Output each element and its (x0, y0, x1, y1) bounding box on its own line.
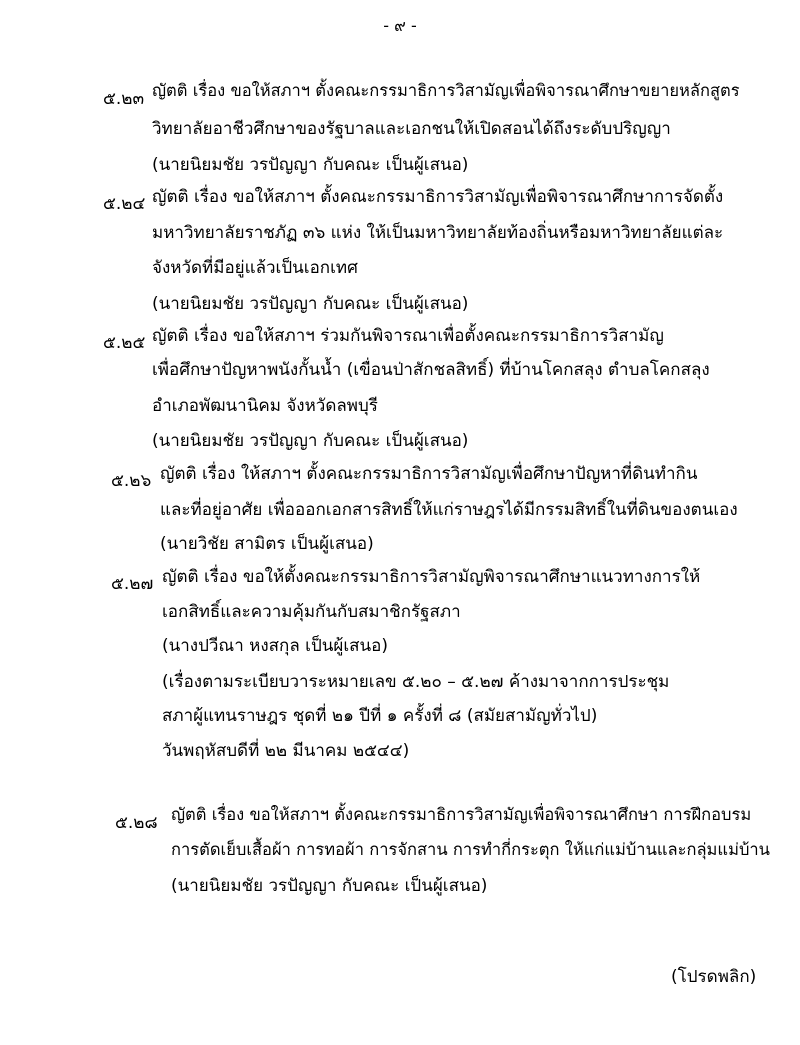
item-number: ๕.๒๗ (111, 574, 154, 594)
item-title-line: ญัตติ เรื่อง ขอให้สภาฯ ตั้งคณะกรรมาธิการวิสามัญเพื่อพิจารณาศึกษาการจัดตั้ง (152, 187, 724, 207)
item-number: ๕.๒๓ (103, 89, 145, 109)
item-proposer: (นายนิยมชัย วรปัญญา กับคณะ เป็นผู้เสนอ) (152, 294, 469, 314)
item-title-line: เอกสิทธิ์และความคุ้มกันกับสมาชิกรัฐสภา (162, 602, 461, 622)
item-title-line: ญัตติ เรื่อง ขอให้สภาฯ ตั้งคณะกรรมาธิการวิสามัญเพื่อพิจารณาศึกษาขยายหลักสูตร (152, 81, 740, 100)
turn-page-note: (โปรดพลิก) (671, 967, 757, 987)
item-title-line: การตัดเย็บเสื้อผ้า การทอผ้า การจักสาน การทำกี่กระตุก ให้แก่แม่บ้านและกลุ่มแม่บ้าน (171, 840, 770, 859)
item-number: ๕.๒๕ (103, 333, 146, 353)
page-number: - ๙ - (383, 16, 417, 35)
item-proposer: (นายนิยมชัย วรปัญญา กับคณะ เป็นผู้เสนอ) (171, 876, 488, 896)
item-proposer: (นายวิชัย สามิตร เป็นผู้เสนอ) (160, 534, 374, 554)
item-title-line: เพื่อศึกษาปัญหาพนังกั้นน้ำ (เขื่อนป่าสักชลสิทธิ์) ที่บ้านโคกสลุง ตำบลโคกสลุง (152, 360, 710, 380)
item-title-line: มหาวิทยาลัยราชภัฏ ๓๖ แห่ง ให้เป็นมหาวิทยาลัยท้องถิ่นหรือมหาวิทยาลัยแต่ละ (152, 223, 724, 243)
item-note-line: สภาผู้แทนราษฎร ชุดที่ ๒๑ ปีที่ ๑ ครั้งที่ ๘ (สมัยสามัญทั่วไป) (162, 706, 598, 726)
item-title-line: ญัตติ เรื่อง ขอให้ตั้งคณะกรรมาธิการวิสามัญพิจารณาศึกษาแนวทางการให้ (162, 567, 701, 587)
item-title-line: ญัตติ เรื่อง ขอให้สภาฯ ร่วมกันพิจารณาเพื่อตั้งคณะกรรมาธิการวิสามัญ (152, 326, 664, 346)
item-title-line: จังหวัดที่มีอยู่แล้วเป็นเอกเทศ (152, 258, 358, 278)
item-note-line: (เรื่องตามระเบียบวาระหมายเลข ๕.๒๐ – ๕.๒๗ ค้างมาจากการประชุม (162, 672, 670, 692)
item-title-line: ญัตติ เรื่อง ให้สภาฯ ตั้งคณะกรรมาธิการวิสามัญเพื่อศึกษาปัญหาที่ดินทำกิน (160, 464, 698, 484)
item-title-line: อำเภอพัฒนานิคม จังหวัดลพบุรี (152, 396, 378, 416)
item-proposer: (นางปวีณา หงสกุล เป็นผู้เสนอ) (162, 636, 388, 656)
item-proposer: (นายนิยมชัย วรปัญญา กับคณะ เป็นผู้เสนอ) (152, 155, 469, 175)
item-title-line: ญัตติ เรื่อง ขอให้สภาฯ ตั้งคณะกรรมาธิการวิสามัญเพื่อพิจารณาศึกษา การฝึกอบรม (171, 805, 752, 824)
item-proposer: (นายนิยมชัย วรปัญญา กับคณะ เป็นผู้เสนอ) (152, 431, 469, 451)
item-note-line: วันพฤหัสบดีที่ ๒๒ มีนาคม ๒๕๔๔) (162, 741, 410, 761)
item-title-line: วิทยาลัยอาชีวศึกษาของรัฐบาลและเอกชนให้เปิดสอนได้ถึงระดับปริญญา (152, 119, 671, 139)
item-number: ๕.๒๔ (103, 194, 146, 214)
item-number: ๕.๒๘ (115, 813, 158, 833)
item-number: ๕.๒๖ (111, 471, 152, 491)
item-title-line: และที่อยู่อาศัย เพื่อออกเอกสารสิทธิ์ให้แก่ราษฎรได้มีกรรมสิทธิ์ในที่ดินของตนเอง (160, 500, 738, 520)
